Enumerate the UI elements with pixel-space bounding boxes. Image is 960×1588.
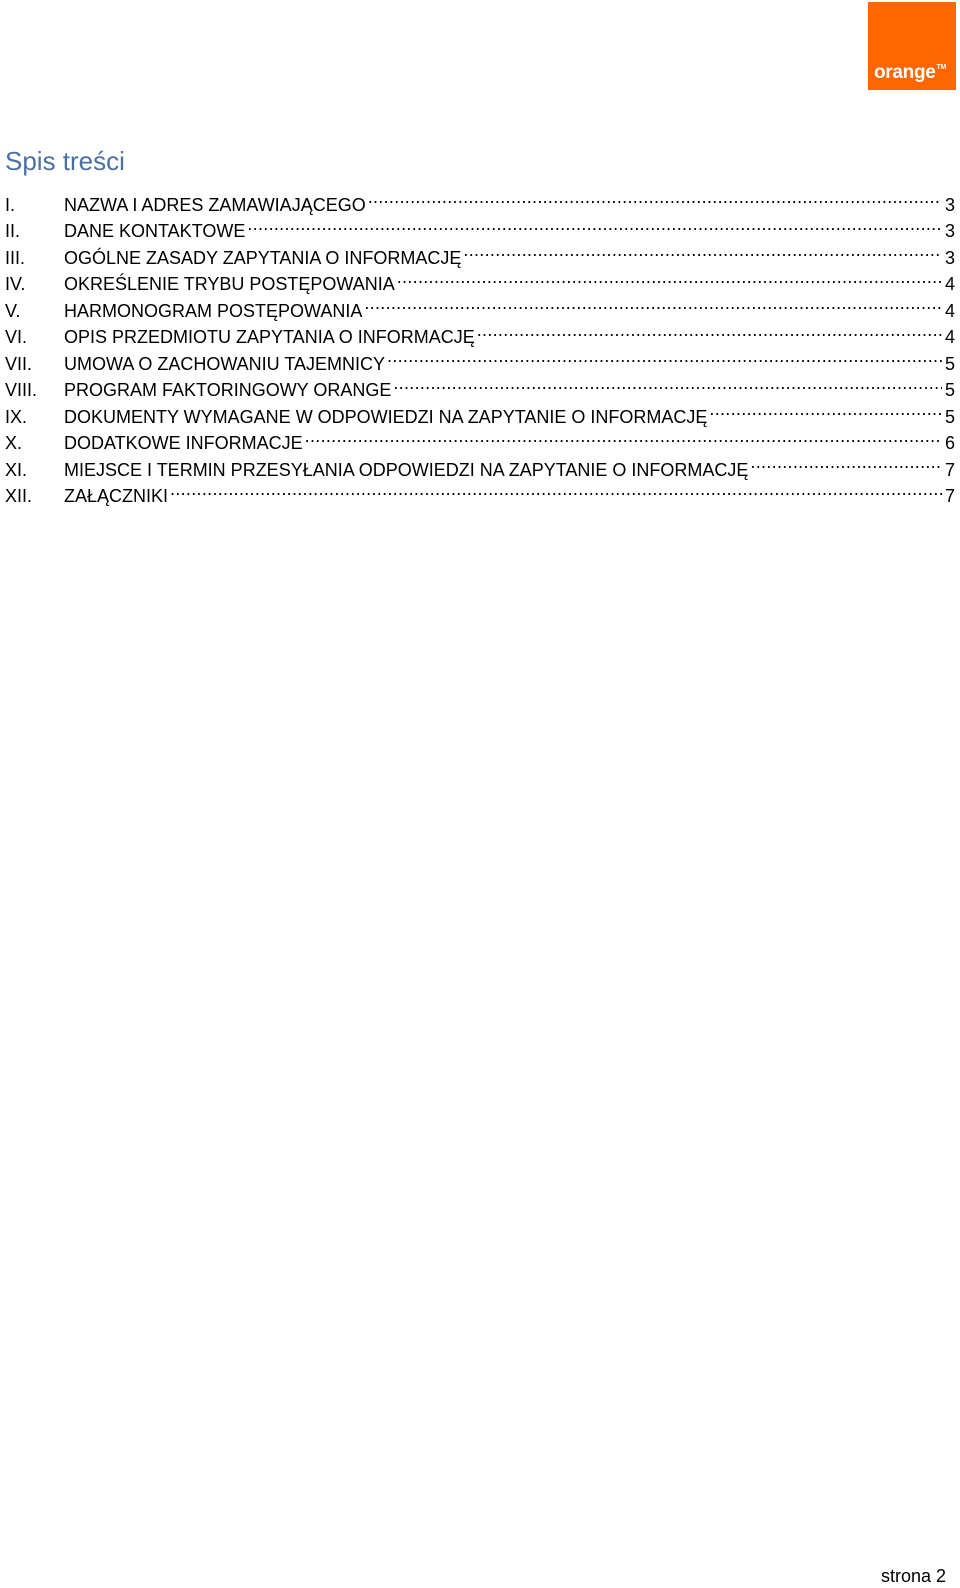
- toc-dot-leader: [477, 317, 942, 344]
- toc-entry-number: XII.: [5, 486, 33, 506]
- toc-entry-label: ZAŁĄCZNIKI: [64, 486, 169, 506]
- toc-entry-label: OGÓLNE ZASADY ZAPYTANIA O INFORMACJĘ: [64, 247, 462, 268]
- toc-entry-page: 4: [944, 327, 955, 347]
- toc-entry-number: VII.: [5, 353, 33, 374]
- toc-dot-leader: [393, 370, 942, 397]
- toc-entry-number: III.: [5, 247, 26, 268]
- toc-dot-leader: [709, 396, 942, 423]
- toc-entry-label: UMOWA O ZACHOWANIU TAJEMNICY: [64, 353, 386, 374]
- toc-dot-leader: [305, 423, 942, 450]
- table-of-contents: [5, 184, 955, 506]
- toc-entry-label: DODATKOWE INFORMACJE: [64, 433, 303, 453]
- toc-dot-leader: [170, 476, 942, 503]
- toc-dot-leader: [364, 290, 942, 317]
- toc-entry-label: NAZWA I ADRES ZAMAWIAJĄCEGO: [64, 194, 366, 215]
- toc-entry-number: VI.: [5, 327, 28, 347]
- toc-entry-number: V.: [5, 300, 21, 321]
- toc-entry-page: 4: [944, 300, 955, 321]
- toc-entry-number: VIII.: [5, 380, 38, 400]
- orange-logo: [868, 2, 956, 90]
- toc-entry-number: I.: [5, 194, 16, 215]
- toc-entry-label: HARMONOGRAM POSTĘPOWANIA: [64, 300, 363, 321]
- toc-entry-page: 5: [944, 406, 955, 427]
- toc-entry-page: 7: [944, 459, 955, 480]
- toc-entry-page: 3: [944, 194, 955, 215]
- orange-logo-text: orange™: [874, 62, 947, 83]
- toc-entry-number: XI.: [5, 459, 28, 480]
- toc-entry-number: II.: [5, 221, 21, 241]
- toc-dot-leader: [397, 264, 942, 291]
- page-number: strona 2: [880, 1566, 946, 1586]
- toc-entry-page: 4: [944, 274, 955, 294]
- toc-entry-page: 3: [944, 221, 955, 241]
- toc-entry-page: 5: [944, 353, 955, 374]
- toc-entry-page: 6: [944, 433, 955, 453]
- toc-entry-label: OKREŚLENIE TRYBU POSTĘPOWANIA: [64, 274, 395, 294]
- toc-dot-leader: [463, 237, 942, 264]
- toc-entry-label: OPIS PRZEDMIOTU ZAPYTANIA O INFORMACJĘ: [64, 327, 475, 347]
- toc-title: Spis treści: [5, 146, 125, 176]
- toc-entry-number: X.: [5, 433, 23, 453]
- toc-entry-label: MIEJSCE I TERMIN PRZESYŁANIA ODPOWIEDZI NA ZAPYTANIE O INFORMACJĘ: [64, 459, 749, 480]
- toc-entry-label: DANE KONTAKTOWE: [64, 221, 246, 241]
- toc-entry-page: 3: [944, 247, 955, 268]
- toc-dot-leader: [750, 449, 942, 476]
- toc-dot-leader: [368, 184, 942, 211]
- toc-dot-leader: [247, 211, 942, 238]
- toc-entry-page: 5: [944, 380, 955, 400]
- toc-entry-number: IV.: [5, 274, 26, 294]
- toc-entry-label: DOKUMENTY WYMAGANE W ODPOWIEDZI NA ZAPYTANIE O INFORMACJĘ: [64, 406, 708, 427]
- toc-entry-label: PROGRAM FAKTORINGOWY ORANGE: [64, 380, 392, 400]
- toc-dot-leader: [387, 343, 942, 370]
- trademark-mark: TM: [936, 64, 947, 71]
- toc-entry-number: IX.: [5, 406, 28, 427]
- toc-entry[interactable]: [5, 184, 955, 215]
- toc-entry-page: 7: [944, 486, 955, 506]
